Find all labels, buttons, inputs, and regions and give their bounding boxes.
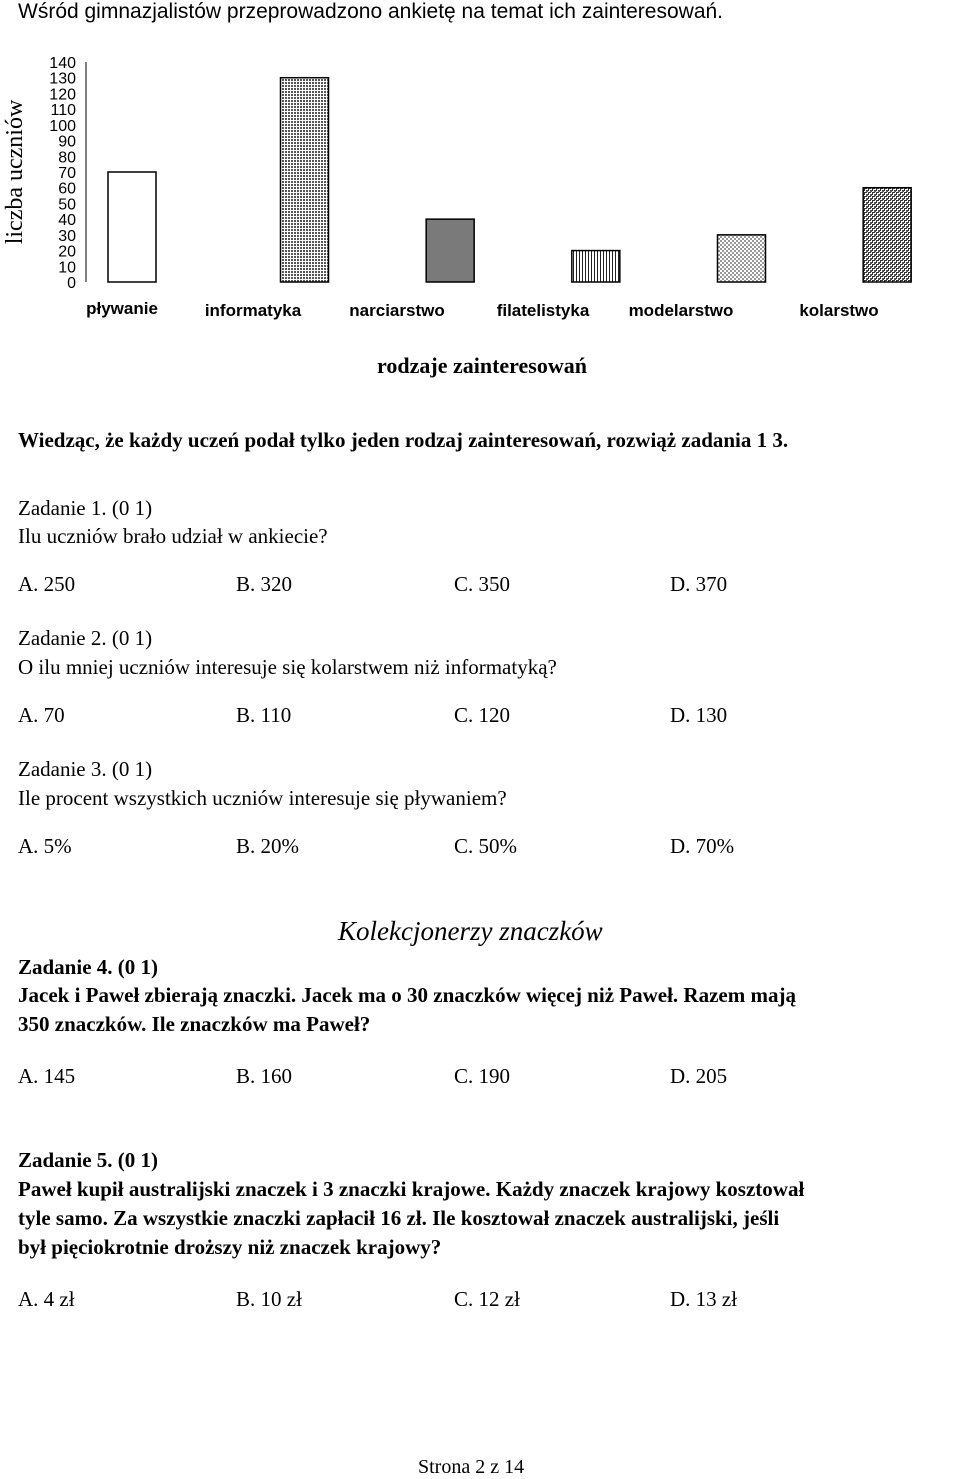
task1-option-b: B. 320 (236, 572, 293, 596)
task3-option-c: C. 50% (454, 834, 517, 858)
task5-line3: był pięciokrotnie droższy niż znaczek krajowy? (18, 1235, 442, 1259)
y-tick-label: 100 (49, 117, 76, 135)
bar-kolarstwo (863, 188, 911, 282)
y-tick-label: 30 (58, 227, 76, 245)
section-title: Kolekcjonerzy znaczków (338, 916, 603, 946)
x-tick-label: filatelistyka (496, 301, 590, 320)
bar-informatyka (281, 78, 329, 282)
y-tick-label: 10 (58, 259, 76, 277)
task3-option-a: A. 5% (18, 834, 72, 858)
task4-option-a: A. 145 (18, 1064, 76, 1088)
task2-question: O ilu mniej uczniów interesuje się kolarstwem niż informatyką? (18, 655, 557, 679)
y-tick-label: 0 (67, 275, 76, 292)
bar-narciarstwo (426, 219, 474, 282)
y-tick-label: 60 (58, 180, 76, 198)
task5-option-c: C. 12 zł (454, 1287, 520, 1311)
task2-option-a: A. 70 (18, 703, 65, 727)
y-tick-label: 110 (50, 102, 76, 120)
instruction-note: Wiedząc, że każdy uczeń podał tylko jeden rodzaj zainteresowań, rozwiąż zadania 1 3. (18, 428, 789, 452)
task1-option-a: A. 250 (18, 572, 76, 596)
task4-line1: Jacek i Paweł zbierają znaczki. Jacek ma o 30 znaczków więcej niż Paweł. Razem mają (18, 983, 796, 1007)
task3-option-d: D. 70% (670, 834, 735, 858)
y-tick-label: 20 (58, 243, 76, 261)
y-tick-label: 50 (58, 196, 76, 214)
task1-option-d: D. 370 (670, 572, 728, 596)
task1-heading: Zadanie 1. (0 1) (18, 496, 153, 520)
x-tick-label: kolarstwo (799, 301, 879, 320)
y-tick-label: 80 (58, 149, 76, 167)
page-footer: Strona 2 z 14 (418, 1456, 525, 1478)
task4-option-d: D. 205 (670, 1064, 728, 1088)
task5-option-a: A. 4 zł (18, 1287, 75, 1311)
task1-question: Ilu uczniów brało udział w ankiecie? (18, 524, 328, 548)
y-tick-label: 70 (58, 165, 76, 182)
y-axis-label: liczba uczniów (2, 99, 28, 245)
x-tick-label: informatyka (204, 301, 302, 320)
task3-heading: Zadanie 3. (0 1) (18, 757, 153, 781)
task5-heading: Zadanie 5. (0 1) (18, 1148, 159, 1172)
task1-option-c: C. 350 (454, 572, 511, 596)
y-tick-label: 130 (49, 70, 76, 88)
bar-filatelistyka (572, 251, 620, 282)
task4-line2: 350 znaczków. Ile znaczków ma Paweł? (18, 1012, 371, 1036)
task2-heading: Zadanie 2. (0 1) (18, 626, 153, 650)
y-tick-label: 120 (49, 86, 76, 104)
bar-chart (0, 40, 960, 400)
task3-option-b: B. 20% (236, 834, 299, 858)
x-axis-label: rodzaje zainteresowań (377, 353, 587, 378)
task5-option-d: D. 13 zł (670, 1287, 738, 1311)
task2-option-d: D. 130 (670, 703, 728, 727)
bar-pływanie (108, 172, 156, 282)
y-tick-label: 90 (58, 133, 76, 151)
task3-question: Ile procent wszystkich uczniów interesuje się pływaniem? (18, 786, 507, 810)
task4-option-c: C. 190 (454, 1064, 511, 1088)
chart-svg (0, 40, 960, 400)
y-tick-label: 140 (49, 55, 76, 72)
x-tick-label: modelarstwo (628, 301, 734, 320)
x-tick-label: narciarstwo (349, 301, 445, 320)
task5-option-b: B. 10 zł (236, 1287, 302, 1311)
bar-modelarstwo (718, 235, 766, 282)
y-tick-label: 40 (58, 212, 76, 230)
task2-option-c: C. 120 (454, 703, 511, 727)
x-tick-label: pływanie (86, 299, 158, 318)
task2-option-b: B. 110 (236, 703, 292, 727)
intro-text: Wśród gimnazjalistów przeprowadzono ankietę na temat ich zainteresowań. (18, 0, 724, 23)
task5-line1: Paweł kupił australijski znaczek i 3 znaczki krajowe. Każdy znaczek krajowy kosztował (18, 1177, 805, 1201)
task5-line2: tyle samo. Za wszystkie znaczki zapłacił 16 zł. Ile kosztował znaczek australijski, jeśli (18, 1206, 780, 1230)
task4-option-b: B. 160 (236, 1064, 293, 1088)
task4-heading: Zadanie 4. (0 1) (18, 955, 159, 979)
